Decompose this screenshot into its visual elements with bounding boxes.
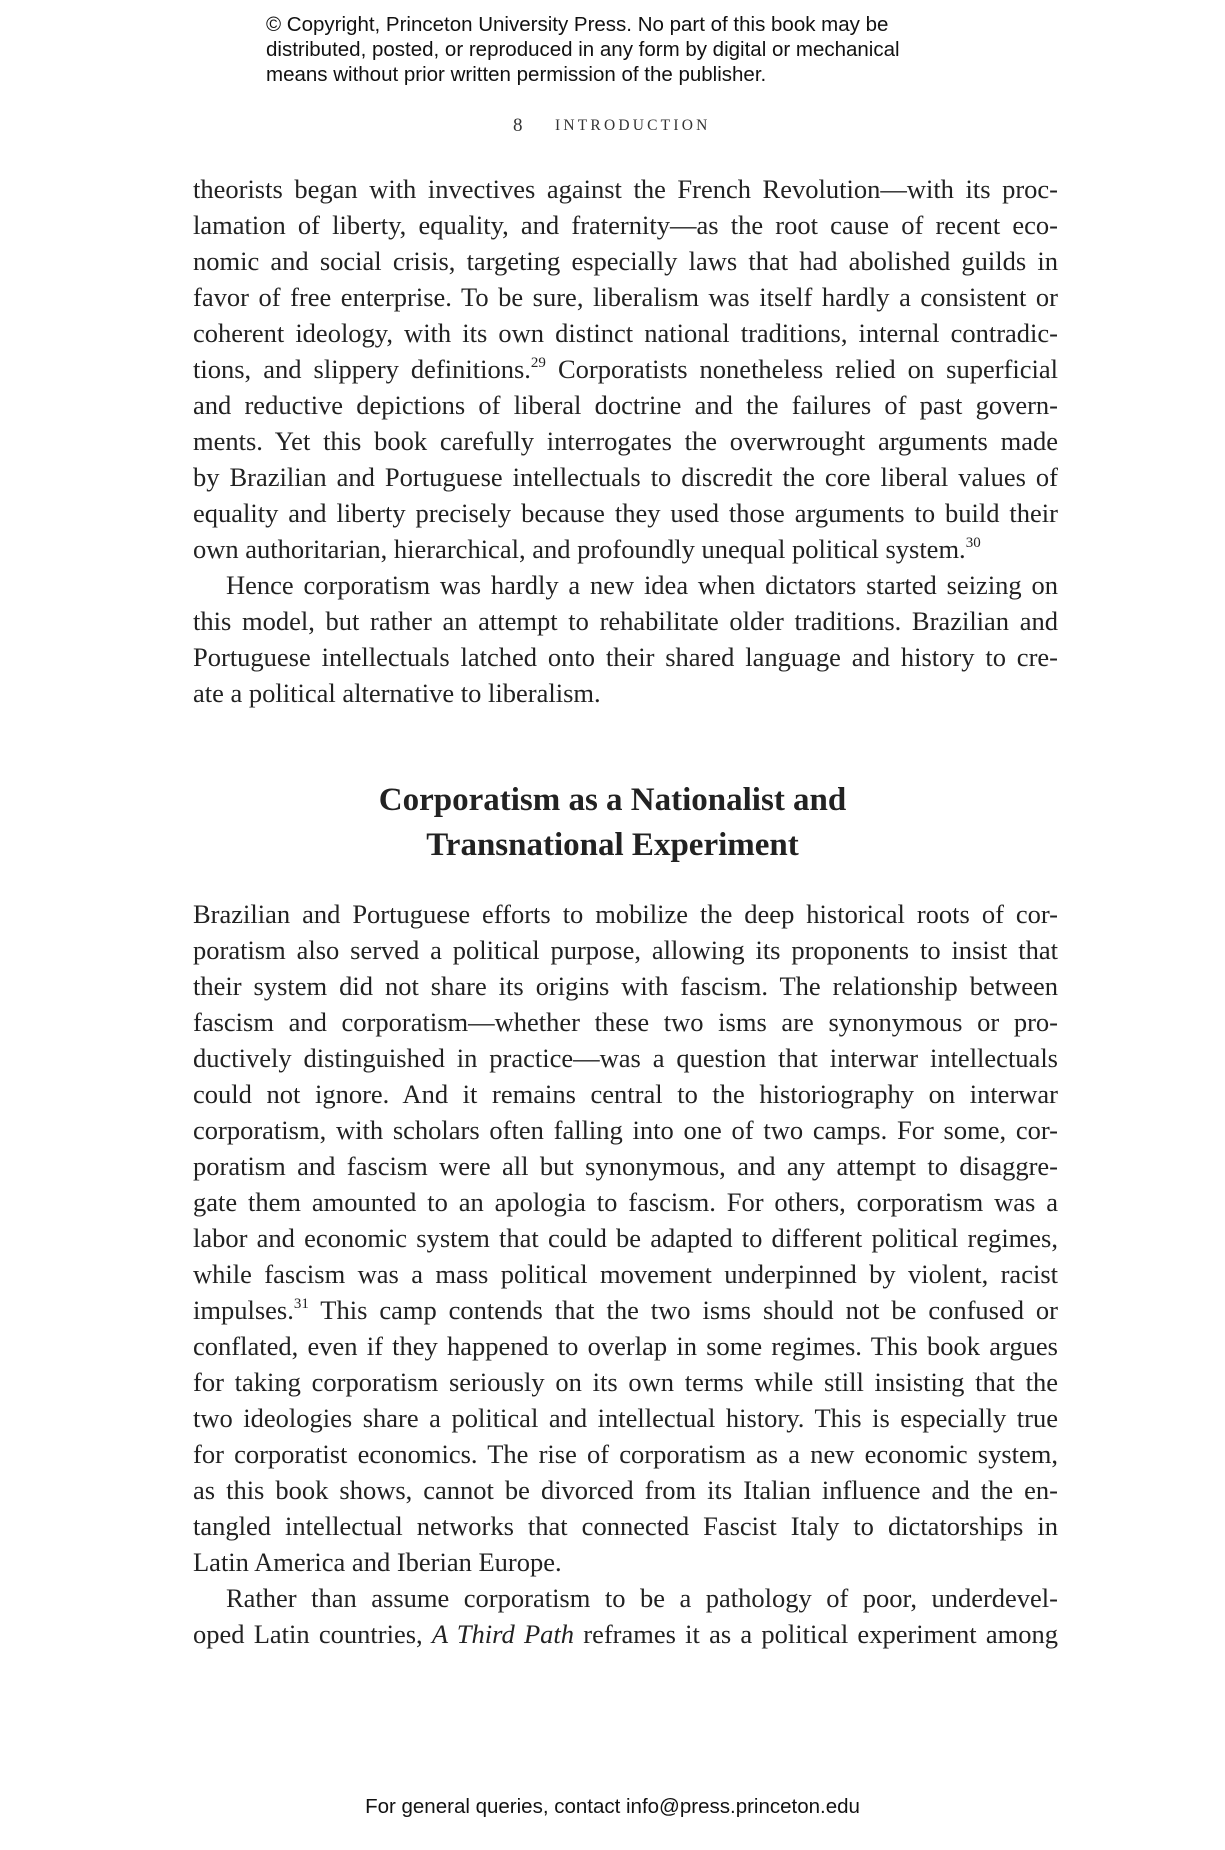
- text-line: could not ignore. And it remains central to the historiography on interwar: [193, 1079, 1058, 1109]
- section-heading-line: Transnational Experiment: [426, 827, 799, 863]
- line-text: impulses.: [193, 1295, 294, 1325]
- section-heading: [0, 778, 1225, 868]
- copyright-line: distributed, posted, or reproduced in any form by digital or mechanical: [266, 38, 900, 61]
- text-line: [193, 351, 1058, 387]
- text-line: their system did not share its origins with fascism. The relationship between: [193, 971, 1058, 1001]
- text-line: conflated, even if they happened to overlap in some regimes. This book argues: [193, 1331, 1058, 1361]
- line-text: reframes it as a political experiment among: [574, 1619, 1058, 1649]
- text-line: gate them amounted to an apologia to fascism. For others, corporatism was a: [193, 1187, 1058, 1217]
- text-line: Hence corporatism was hardly a new idea when dictators started seizing on: [226, 570, 1058, 600]
- text-line: by Brazilian and Portuguese intellectuals to discredit the core liberal values of: [193, 462, 1058, 492]
- text-line: Portuguese intellectuals latched onto their shared language and history to cre-: [193, 642, 1058, 672]
- text-line: poratism and fascism were all but synonymous, and any attempt to disaggre-: [193, 1151, 1058, 1181]
- text-line: poratism also served a political purpose, allowing its proponents to insist that: [193, 935, 1058, 965]
- text-line: coherent ideology, with its own distinct national traditions, internal contradic-: [193, 318, 1058, 348]
- running-head-title: INTRODUCTION: [555, 117, 711, 134]
- text-line: and reductive depictions of liberal doctrine and the failures of past govern-: [193, 390, 1058, 420]
- text-line: favor of free enterprise. To be sure, liberalism was itself hardly a consistent or: [193, 282, 1058, 312]
- text-line: two ideologies share a political and intellectual history. This is especially true: [193, 1403, 1058, 1433]
- text-line: fascism and corporatism—whether these two isms are synonymous or pro-: [193, 1007, 1058, 1037]
- text-line: ments. Yet this book carefully interrogates the overwrought arguments made: [193, 426, 1058, 456]
- text-line: labor and economic system that could be adapted to different political regimes,: [193, 1223, 1058, 1253]
- line-text: own authoritarian, hierarchical, and profoundly unequal political system.: [193, 534, 966, 564]
- running-head: [0, 115, 1225, 139]
- text-line: ductively distinguished in practice—was a question that interwar intellectuals: [193, 1043, 1058, 1073]
- text-line: [193, 531, 1058, 567]
- copyright-line: means without prior written permission of the publisher.: [266, 63, 767, 86]
- text-line: corporatism, with scholars often falling into one of two camps. For some, cor-: [193, 1115, 1058, 1145]
- page-number: 8: [513, 115, 523, 136]
- text-line: ate a political alternative to liberalism.: [193, 678, 601, 708]
- section-heading-line: Corporatism as a Nationalist and: [378, 782, 847, 818]
- text-line: this model, but rather an attempt to rehabilitate older traditions. Brazilian and: [193, 606, 1058, 636]
- footer-contact: For general queries, contact info@press.princeton.edu: [365, 1795, 860, 1818]
- text-line: nomic and social crisis, targeting especially laws that had abolished guilds in: [193, 246, 1058, 276]
- line-text: This camp contends that the two isms should not be confused or: [308, 1295, 1058, 1325]
- book-title: A Third Path: [431, 1619, 575, 1649]
- text-line: theorists began with invectives against the French Revolution—with its proc-: [193, 174, 1058, 204]
- text-line: lamation of liberty, equality, and fraternity—as the root cause of recent eco-: [193, 210, 1058, 240]
- text-line: as this book shows, cannot be divorced from its Italian influence and the en-: [193, 1475, 1058, 1505]
- text-line: while fascism was a mass political movement underpinned by violent, racist: [193, 1259, 1058, 1289]
- footnote-ref-30[interactable]: 30: [965, 535, 981, 551]
- text-line: Rather than assume corporatism to be a pathology of poor, underdevel-: [226, 1583, 1058, 1613]
- text-line: [193, 1292, 1058, 1328]
- text-line: equality and liberty precisely because they used those arguments to build their: [193, 498, 1058, 528]
- text-line: tangled intellectual networks that connected Fascist Italy to dictatorships in: [193, 1511, 1058, 1541]
- footnote-ref-31[interactable]: 31: [293, 1296, 309, 1312]
- footnote-ref-29[interactable]: 29: [530, 355, 546, 371]
- line-text: tions, and slippery definitions.: [193, 354, 531, 384]
- text-line: for corporatist economics. The rise of corporatism as a new economic system,: [193, 1439, 1058, 1469]
- page-footer: [0, 1795, 1225, 1819]
- line-text: oped Latin countries,: [193, 1619, 432, 1649]
- line-text: Corporatists nonetheless relied on superficial: [545, 354, 1058, 384]
- text-line: Latin America and Iberian Europe.: [193, 1547, 562, 1577]
- copyright-line: © Copyright, Princeton University Press. No part of this book may be: [266, 13, 889, 36]
- text-line: Brazilian and Portuguese efforts to mobilize the deep historical roots of cor-: [193, 899, 1058, 929]
- text-line: for taking corporatism seriously on its own terms while still insisting that the: [193, 1367, 1058, 1397]
- text-line: [193, 1616, 1058, 1652]
- copyright-notice: [266, 12, 986, 87]
